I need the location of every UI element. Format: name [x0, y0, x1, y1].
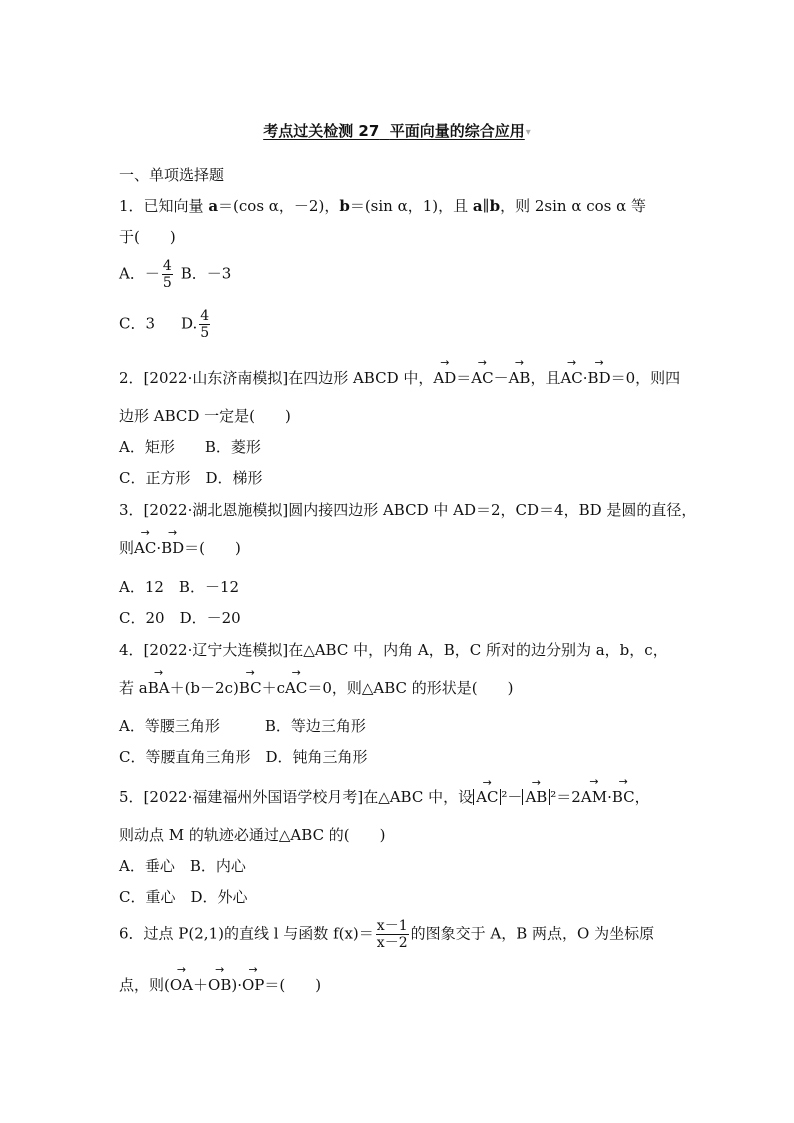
section-heading: 一、单项选择题	[119, 166, 225, 184]
page-title	[0, 120, 794, 141]
vector-AC: → AC	[476, 789, 498, 805]
vector-AC: → AC	[560, 369, 582, 387]
q3-options-cd: C．20 D．－20	[119, 609, 241, 627]
vector-AC: → AC	[134, 539, 156, 557]
q4-line2: 若 a→ BA＋(b－2c)→ BC＋c→ AC＝0，则△ABC 的形状是( )	[119, 677, 514, 698]
q5-options-cd: C．重心 D．外心	[119, 888, 248, 906]
vector-BD: → BD	[161, 539, 184, 557]
q2-line2: 边形 ABCD 一定是( )	[119, 407, 291, 425]
q6-line1: 6．过点 P(2,1)的直线 l 与函数 f(x)＝ $\frac{x-1}{x-2}$ 的图象交于 A，B 两点，O 为坐标原	[119, 918, 655, 952]
q5-options-ab: A．垂心 B．内心	[119, 857, 246, 875]
q3-options-ab: A．12 B．－12	[119, 578, 240, 596]
q1-options-ab: A．－ $\frac{4}{5}$ B．－3	[119, 258, 232, 292]
fraction: $\frac{4}{5}$	[162, 258, 172, 292]
dropdown-marker-icon: ▾	[525, 127, 531, 138]
q2-line1: 2．[2022·山东济南模拟]在四边形 ABCD 中，→ AD＝→ AC－→ AB，且→ AC·→ BD＝0，则四	[119, 367, 680, 388]
vector-AD: → AD	[433, 369, 456, 387]
q5-line1: 5．[2022·福建福州外国语学校月考]在△ABC 中，设→ AC ²－→ AB ²＝2→ AM·→ BC，	[119, 786, 650, 807]
vector-AC: → AC	[471, 369, 493, 387]
vector-OP: → OP	[242, 976, 264, 994]
q4-options-ab: A．等腰三角形 B．等边三角形	[119, 717, 366, 735]
vector-BC: → BC	[239, 679, 262, 697]
vector-BC: → BC	[612, 788, 635, 806]
vector-BA: → BA	[148, 679, 170, 697]
q4-options-cd: C．等腰直角三角形 D．钝角三角形	[119, 748, 368, 766]
q2-options-cd: C．正方形 D．梯形	[119, 469, 263, 487]
title-part2: 平面向量的综合应用	[389, 122, 525, 140]
q1-line2: 于( )	[119, 228, 176, 246]
vector-OA: → OA	[170, 976, 193, 994]
fraction: $\frac{x-1}{x-2}$	[376, 918, 408, 952]
q3-line1: 3．[2022·湖北恩施模拟]圆内接四边形 ABCD 中 AD＝2，CD＝4，BD 是圆的直径，	[119, 501, 697, 519]
title-part1: 考点过关检测 27	[263, 122, 380, 140]
fraction: $\frac{4}{5}$	[200, 308, 210, 342]
q6-line2: 点，则(→ OA＋→ OB)·→ OP＝( )	[119, 974, 321, 995]
q5-line2: 则动点 M 的轨迹必通过△ABC 的( )	[119, 826, 386, 844]
q1-options-cd: C．3 D. $\frac{4}{5}$	[119, 308, 210, 342]
vector-AB: → AB	[525, 789, 547, 805]
vector-BD: → BD	[588, 369, 611, 387]
q3-line2: 则→ AC·→ BD＝( )	[119, 537, 241, 558]
q1-line1: 1．已知向量 a＝(cos α，－2)，b＝(sin α，1)，且 a∥b，则 2sin α cos α 等	[119, 197, 647, 215]
q4-line1: 4．[2022·辽宁大连模拟]在△ABC 中，内角 A，B，C 所对的边分别为 a，b，c，	[119, 641, 668, 659]
vector-AM: → AM	[581, 788, 607, 806]
vector-AC: → AC	[285, 679, 307, 697]
vector-OB: → OB	[208, 976, 231, 994]
vector-AB: → AB	[509, 369, 531, 387]
q2-options-ab: A．矩形 B．菱形	[119, 438, 261, 456]
